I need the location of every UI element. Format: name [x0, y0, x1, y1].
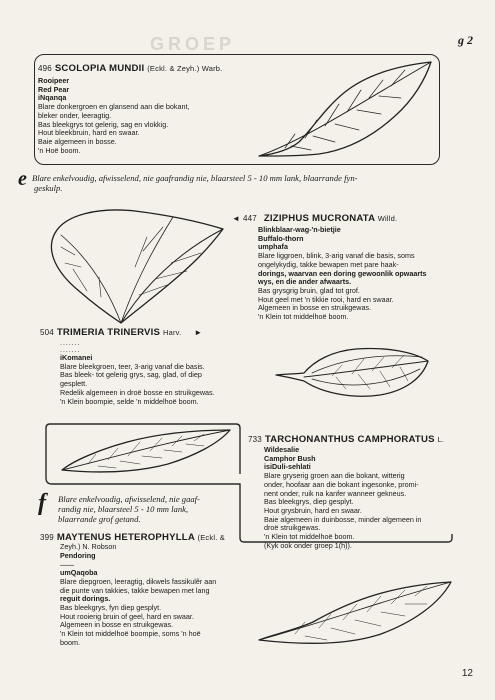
- description-line: boom.: [60, 637, 80, 647]
- common-name: Camphor Bush: [264, 453, 316, 463]
- species-details-504: [60, 340, 232, 406]
- leaf-illustration-maytenus: [255, 578, 455, 648]
- description-line: Hout rooierig bruin of geel, hard en swaar.: [60, 611, 194, 621]
- species-number: 447: [243, 214, 257, 223]
- dotted-placeholder: .......: [60, 340, 81, 347]
- description-line: Baie algemeen in duinbosse, minder algemeen in: [264, 514, 422, 524]
- description-line: 'n Hoë boom.: [38, 145, 81, 155]
- description-line: droë struikgewas.: [264, 523, 321, 533]
- common-name: Pendoring: [60, 550, 96, 560]
- species-title: [40, 327, 220, 338]
- group-description-e: [32, 173, 482, 193]
- pointer-arrow-left: ◄: [232, 214, 241, 223]
- description-line: dorings, waarvan een doring gewoonlik opwaarts: [258, 268, 427, 278]
- description-line: onder, hoofaar aan die bokant ingesonke, promi-: [264, 479, 419, 489]
- species-entry-399: [40, 532, 245, 647]
- description-line: Blare gryserig groen aan die bokant, witterig: [264, 471, 405, 481]
- species-author: (Eckl. &: [197, 533, 225, 542]
- description-line: Blare diepgroen, leeragtig, dikwels fassikulêr aan: [60, 576, 217, 586]
- common-name: Wildesalie: [264, 445, 300, 454]
- pointer-arrow-right: ►: [194, 328, 203, 337]
- description-line: Hout geel met 'n tikkie rooi, hard en swaar.: [258, 294, 394, 304]
- description-line: reguit dorings.: [60, 594, 111, 604]
- species-name: TARCHONANTHUS CAMPHORATUS: [264, 434, 435, 445]
- group-line: Blare enkelvoudig, afwisselend, nie gaafrandig nie, blaarsteel 5 - 10 mm lank, blaarrande fyn-: [32, 173, 358, 183]
- common-name: Rooipeer: [38, 76, 70, 85]
- description-line: die punte van takkies, takke bewapen met lang: [60, 585, 210, 595]
- species-title: [38, 63, 258, 74]
- description-line: 'n Klein tot middelhoë boom.: [264, 532, 355, 542]
- description-line: Bas grysgrig bruin, glad tot grof.: [258, 285, 360, 295]
- common-name: Buffalo-thorn: [258, 233, 304, 243]
- species-author-continued: Zeyh.) N. Robson: [60, 542, 117, 551]
- bleed-through-text: GROEP: [150, 34, 236, 54]
- dotted-placeholder: .......: [60, 559, 74, 569]
- species-number: 504: [40, 328, 54, 337]
- description-line: Hout bleekbruin, hard en swaar.: [38, 128, 140, 138]
- description-line: wys, en die ander afwaarts.: [258, 277, 352, 287]
- description-line: Blare bleekgroen, teer, 3-arig vanaf die basis.: [60, 361, 205, 371]
- description-line: Blare donkergroen en glansend aan die bokant,: [38, 102, 190, 112]
- species-title: [248, 434, 466, 445]
- species-name: SCOLOPIA MUNDII: [54, 63, 145, 74]
- group-line: blaarrande grof getand.: [58, 514, 141, 524]
- species-number: 733: [248, 435, 262, 444]
- species-author: L.: [437, 435, 445, 444]
- description-line: Bas bleekgrys, diep gesplyt.: [264, 497, 354, 507]
- description-line: Blare liggroen, blink, 3-arig vanaf die basis, soms: [258, 251, 415, 261]
- common-name: Red Pear: [38, 84, 70, 94]
- group-line: geskulp.: [34, 183, 63, 193]
- description-line: 'n Klein tot middelhoë boompie, soms 'n hoë: [60, 629, 201, 639]
- description-line: gesplett.: [60, 379, 88, 389]
- group-line: randig nie, blaarsteel 5 - 10 mm lank,: [58, 504, 189, 514]
- description-line: bleker onder, leeragtig.: [38, 110, 112, 120]
- species-author: (Eckl. & Zeyh.) Warb.: [147, 64, 223, 73]
- page-header: g 2: [458, 33, 473, 47]
- description-line: Bas bleek- tot gelerig grys, sag, glad, of diep: [60, 370, 202, 380]
- description-line: (Kyk ook onder groep 1(h)).: [264, 540, 352, 550]
- description-line: Baie algemeen in bosse.: [38, 136, 117, 146]
- description-line: Hout grysbruin, hard en swaar.: [264, 505, 362, 515]
- leaf-illustration-trimeria: [272, 343, 432, 403]
- group-letter-f: f: [38, 490, 46, 516]
- dotted-placeholder: .......: [60, 347, 81, 354]
- common-name: iNqanqa: [38, 93, 67, 103]
- description-line: 'n Klein boompie, selde 'n middelhoë boom.: [60, 396, 199, 406]
- species-name: ZIZIPHUS MUCRONATA: [263, 213, 375, 224]
- species-entry-504: [40, 327, 220, 338]
- common-name: isiDuli-sehlati: [264, 462, 311, 472]
- common-name: Blinkblaar-wag-'n-bietjie: [258, 225, 341, 234]
- species-author: Harv.: [162, 328, 182, 337]
- species-entry-733: [248, 434, 466, 550]
- common-name: iKomanei: [60, 353, 93, 362]
- leaf-illustration-tarchonanthus: [58, 426, 234, 476]
- leaf-illustration-ziziphus: [47, 207, 227, 327]
- species-name: MAYTENUS HETEROPHYLLA: [56, 532, 195, 543]
- description-line: Bas bleekgrys tot gelerig, sag en vlokkig.: [38, 119, 169, 129]
- species-number: 496: [38, 64, 52, 73]
- species-name: TRIMERIA TRINERVIS: [56, 327, 161, 338]
- group-line: Blare enkelvoudig, afwisselend, nie gaaf-: [58, 494, 200, 504]
- description-line: Bas bleekgrys, fyn diep gesplyt.: [60, 602, 162, 612]
- common-name: umQaqoba: [60, 568, 98, 578]
- group-letter-e: e: [18, 168, 27, 190]
- description-line: Algemeen in bosse en struikgewas.: [60, 620, 174, 630]
- species-number: 399: [40, 533, 54, 542]
- species-author: Willd.: [377, 214, 398, 223]
- description-line: Redelik algemeen in droë bosse en struikgewas.: [60, 387, 215, 397]
- common-name: umphafa: [258, 242, 288, 252]
- leaf-illustration-scolopia: [255, 56, 435, 166]
- description-line: nent onder, ruik na kanfer wanneer gekneus.: [264, 488, 407, 498]
- species-title: [232, 213, 462, 224]
- species-entry-496: [38, 63, 258, 155]
- species-entry-447: [232, 213, 462, 322]
- description-line: 'n Klein tot middelhoë boom.: [258, 312, 349, 322]
- description-line: Algemeen in bosse en struikgewas.: [258, 303, 372, 313]
- description-line: ongelykydig, takke bewapen met pare haak-: [258, 259, 399, 269]
- page-number: 12: [461, 668, 473, 679]
- group-description-f: [58, 494, 246, 524]
